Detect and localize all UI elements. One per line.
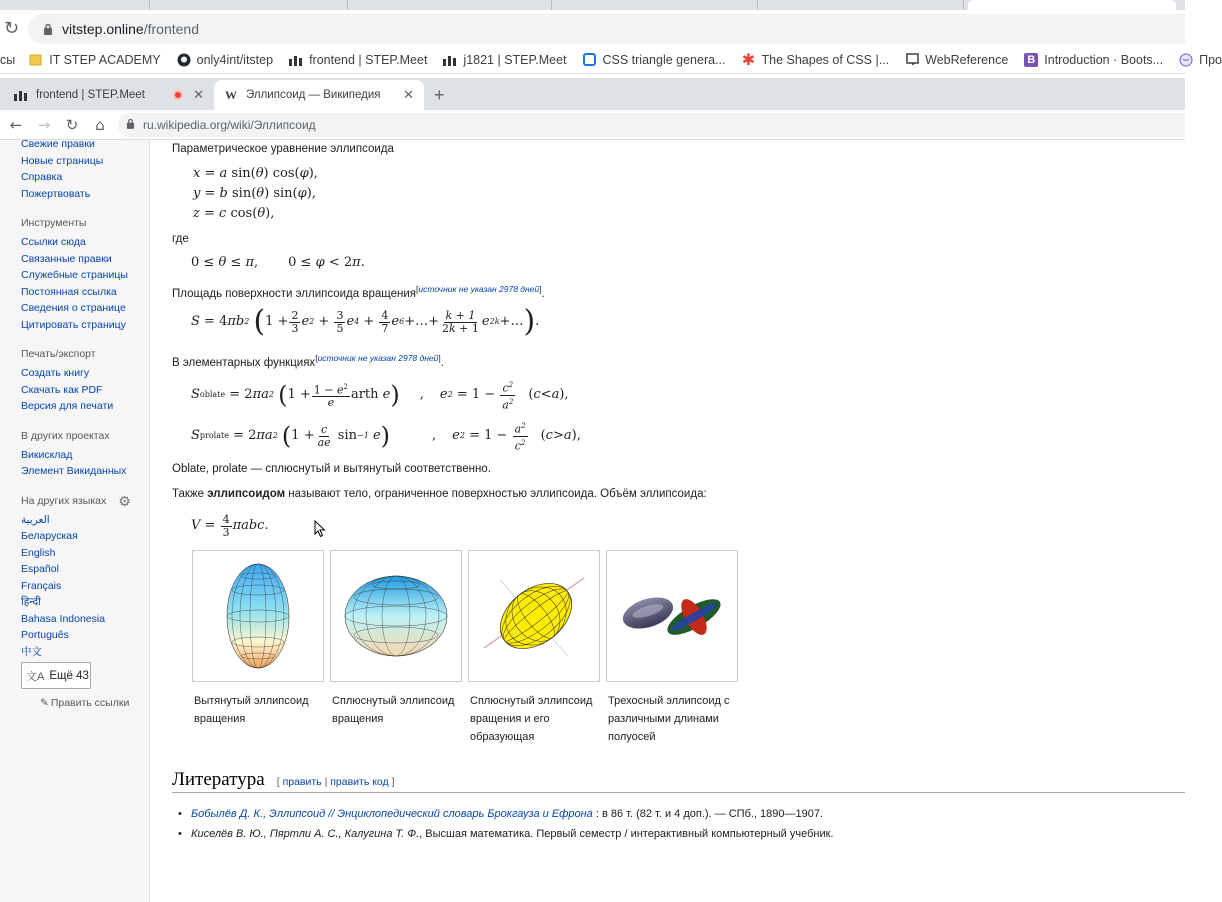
sidebar-heading-projects: В других проектах xyxy=(21,429,110,442)
bookmark-shapes-of-css[interactable]: ✱ The Shapes of CSS |... xyxy=(741,51,890,69)
range-formula: 0 ≤ θ ≤ π, 0 ≤ φ < 2π. xyxy=(191,255,365,270)
url-path: /frontend xyxy=(143,21,199,37)
sidebar-link[interactable]: Справка xyxy=(21,171,63,183)
prolate-spheroid-image[interactable] xyxy=(192,550,324,682)
bookmark-pro[interactable]: Про xyxy=(1179,53,1222,67)
forward-icon[interactable]: → xyxy=(37,115,51,134)
css-tool-icon xyxy=(583,53,597,67)
bookmark-github[interactable]: only4int/itstep xyxy=(177,53,273,67)
outer-tab-strip xyxy=(0,0,1185,10)
lock-icon[interactable] xyxy=(126,118,135,132)
sidebar-link[interactable]: Создать книгу xyxy=(21,367,90,379)
translate-icon: 文A xyxy=(26,670,45,683)
outer-tab[interactable] xyxy=(0,0,150,10)
inner-tab-strip xyxy=(0,78,1185,110)
bookmark-it-step[interactable]: IT STEP ACADEMY xyxy=(29,53,160,67)
literature-heading: Литература [ править | править код ] xyxy=(172,772,1185,793)
language-link[interactable]: Español xyxy=(21,563,59,575)
chat-icon xyxy=(905,53,919,67)
sidebar-link[interactable]: Ссылки сюда xyxy=(21,236,86,248)
image-gallery xyxy=(192,550,744,746)
surface-formula: S = 4 πb 2 ( 1 + $\frac{2}{3}$ e 2 + $\frac{3}{5}$ e 4 + $\frac{4}{7}$ e 6 +…+ $\frac{k + 1}{2k + 1}$ e 2k +… ) . xyxy=(191,304,540,339)
home-icon[interactable]: ⌂ xyxy=(95,115,105,134)
wikipedia-icon: W xyxy=(225,87,237,102)
inner-address-bar xyxy=(0,110,1185,140)
reload-icon[interactable]: ↻ xyxy=(65,115,79,134)
sidebar-top-links xyxy=(0,136,149,202)
language-link[interactable]: العربية xyxy=(21,513,50,526)
sidebar-link[interactable]: Викисклад xyxy=(21,448,73,461)
tab-frontend-stepmeet[interactable]: frontend | STEP.Meet ✕ xyxy=(4,80,214,110)
outer-active-tab[interactable] xyxy=(968,0,1176,10)
tab-ellipsoid-wikipedia[interactable]: W Эллипсоид — Википедия ✕ xyxy=(214,80,424,110)
bookmark-webreference[interactable]: WebReference xyxy=(905,53,1008,67)
sidebar-heading-print: Печать/экспорт xyxy=(21,348,96,360)
sidebar-link[interactable]: Скачать как PDF xyxy=(21,383,103,396)
list-item: • Бобылёв Д. К., Эллипсоид // Энциклопедический словарь Брокгауза и Ефрона : в 86 т. (82 т. и 4 доп.). — СПб., 1890—1907. xyxy=(178,804,833,824)
close-tab-icon[interactable]: ✕ xyxy=(403,87,414,102)
language-link[interactable]: 中文 xyxy=(21,645,42,658)
url-text: ru.wikipedia.org/wiki/Эллипсоид xyxy=(143,118,316,132)
bookmark-bootstrap[interactable]: B Introduction · Boots... xyxy=(1024,53,1163,67)
language-link[interactable]: हिन्दी xyxy=(21,596,41,608)
sidebar-link[interactable]: Версия для печати xyxy=(21,400,114,412)
sidebar-link[interactable]: Новые страницы xyxy=(21,154,104,167)
language-link[interactable]: Bahasa Indonesia xyxy=(21,612,106,625)
sidebar-link[interactable]: Постоянная ссылка xyxy=(21,285,117,298)
sidebar-link[interactable]: Служебные страницы xyxy=(21,269,128,281)
param-title: Параметрическое уравнение эллипсоида xyxy=(172,143,394,155)
stepmeet-icon xyxy=(14,89,28,101)
bookmark-frontend-stepmeet[interactable]: frontend | STEP.Meet xyxy=(289,53,427,67)
where-text: где xyxy=(172,233,189,245)
language-link[interactable]: Français xyxy=(21,579,62,592)
edit-section-link[interactable]: править xyxy=(282,776,322,788)
gallery-caption: Вытянутый эллипсоид вращения xyxy=(194,695,309,725)
sidebar-link[interactable]: Сведения о странице xyxy=(21,302,126,314)
inner-url-field[interactable] xyxy=(118,113,1185,137)
pencil-icon: ✎ xyxy=(40,697,49,709)
outer-address-bar xyxy=(0,10,1185,46)
outer-tab[interactable] xyxy=(552,0,758,10)
bookmark-css-triangle[interactable]: CSS triangle genera... xyxy=(583,53,726,67)
wiki-sidebar xyxy=(0,140,150,902)
surface-text: Площадь поверхности эллипсоида вращения[источник не указан 2978 дней]. xyxy=(172,284,545,300)
parametric-formula: x = a sin(θ) cos(φ), y = b sin(θ) sin(φ), z = c cos(θ), xyxy=(193,166,318,221)
bookmark-j1821-stepmeet[interactable]: j1821 | STEP.Meet xyxy=(443,53,566,67)
outer-tab[interactable] xyxy=(758,0,964,10)
new-tab-button[interactable]: + xyxy=(434,84,445,105)
gallery-caption: Сплюснутый эллипсоид вращения и его образующая xyxy=(470,695,593,743)
citation-needed-link[interactable]: источник не указан 2978 дней xyxy=(317,353,439,363)
outer-tab[interactable] xyxy=(348,0,552,10)
prolate-formula: S prolate = 2 πa 2 ( 1 + $\frac{c}{ae}$ sin −1 e ) , e 2 = 1 − $\frac{a^2}{c^2}$ ( c > a ), xyxy=(191,421,581,453)
language-link[interactable]: English xyxy=(21,546,56,559)
gallery-item xyxy=(330,550,462,746)
language-link[interactable]: Беларуская xyxy=(21,530,78,542)
language-link[interactable]: Português xyxy=(21,629,69,641)
outer-url-field[interactable] xyxy=(28,14,1185,44)
gear-icon[interactable]: ⚙ xyxy=(118,492,131,509)
recording-indicator-icon xyxy=(173,90,183,100)
literature-list xyxy=(178,804,833,844)
url-host: vitstep.online xyxy=(62,21,144,37)
gallery-caption: Сплюснутый эллипсоид вращения xyxy=(332,695,455,725)
oblate-generatrix-image[interactable] xyxy=(468,550,600,682)
gallery-item xyxy=(606,550,738,746)
sidebar-heading-languages: На других языках ⚙ xyxy=(21,492,131,509)
elementary-text: В элементарных функциях[источник не указан 2978 дней]. xyxy=(172,353,444,369)
sidebar-link[interactable]: Цитировать страницу xyxy=(21,318,126,331)
bookmarks-bar xyxy=(0,46,1222,74)
oblate-formula: S oblate = 2 πa 2 ( 1 + $\frac{1 - e^2}{e}$ arth e ) , e 2 = 1 − $\frac{c^2}{a^2}$ ( c < a ), xyxy=(191,380,569,412)
oblate-prolate-text: Oblate, prolate — сплюснутый и вытянутый соответственно. xyxy=(172,463,491,475)
shield-icon xyxy=(1179,53,1193,67)
folder-icon xyxy=(29,53,43,67)
list-item: • Киселёв В. Ю., Пяртли А. С., Калугина Т. Ф., Высшая математика. Первый семестр / интерактивный компьютерный учебник. xyxy=(178,824,833,844)
gallery-item xyxy=(468,550,600,746)
stepmeet-icon xyxy=(289,53,303,67)
sidebar-link[interactable]: Связанные правки xyxy=(21,252,112,265)
bookmark-prefix[interactable]: сы xyxy=(0,52,16,67)
close-tab-icon[interactable]: ✕ xyxy=(193,87,204,102)
outer-tab[interactable] xyxy=(150,0,348,10)
reference-link[interactable]: Бобылёв Д. К., Эллипсоид // Энциклопедический словарь Брокгауза и Ефрона xyxy=(191,808,593,820)
edit-links-button[interactable]: ✎ Править ссылки xyxy=(40,697,130,709)
gallery-caption: Трехосный эллипсоид с различными длинами полуосей xyxy=(608,695,730,743)
reload-icon[interactable]: ↻ xyxy=(4,17,20,39)
more-languages-button[interactable]: 文A Ещё 43 xyxy=(21,662,91,689)
back-icon[interactable]: ← xyxy=(9,115,23,134)
volume-text: Также эллипсоидом называют тело, ограниченное поверхностью эллипсоида. Объём эллипсоида: xyxy=(172,488,707,500)
sidebar-link[interactable]: Свежие правки xyxy=(21,138,95,150)
github-icon xyxy=(177,53,191,67)
edit-code-link[interactable]: править код xyxy=(330,776,389,788)
volume-formula: V = $\frac{4}{3}$ πabc . xyxy=(191,512,269,539)
sidebar-link[interactable]: Пожертвовать xyxy=(21,187,91,200)
lock-icon[interactable] xyxy=(38,23,58,35)
citation-needed-link[interactable]: источник не указан 2978 дней xyxy=(418,284,540,294)
mouse-cursor-icon xyxy=(314,520,326,543)
stepmeet-icon xyxy=(443,53,457,67)
sidebar-link[interactable]: Элемент Викиданных xyxy=(21,465,127,477)
gallery-item xyxy=(192,550,324,746)
oblate-spheroid-image[interactable] xyxy=(330,550,462,682)
asterisk-icon: ✱ xyxy=(741,51,756,69)
triaxial-ellipsoid-image[interactable] xyxy=(606,550,738,682)
sidebar-heading-tools: Инструменты xyxy=(21,217,87,229)
bootstrap-icon: B xyxy=(1024,53,1038,67)
